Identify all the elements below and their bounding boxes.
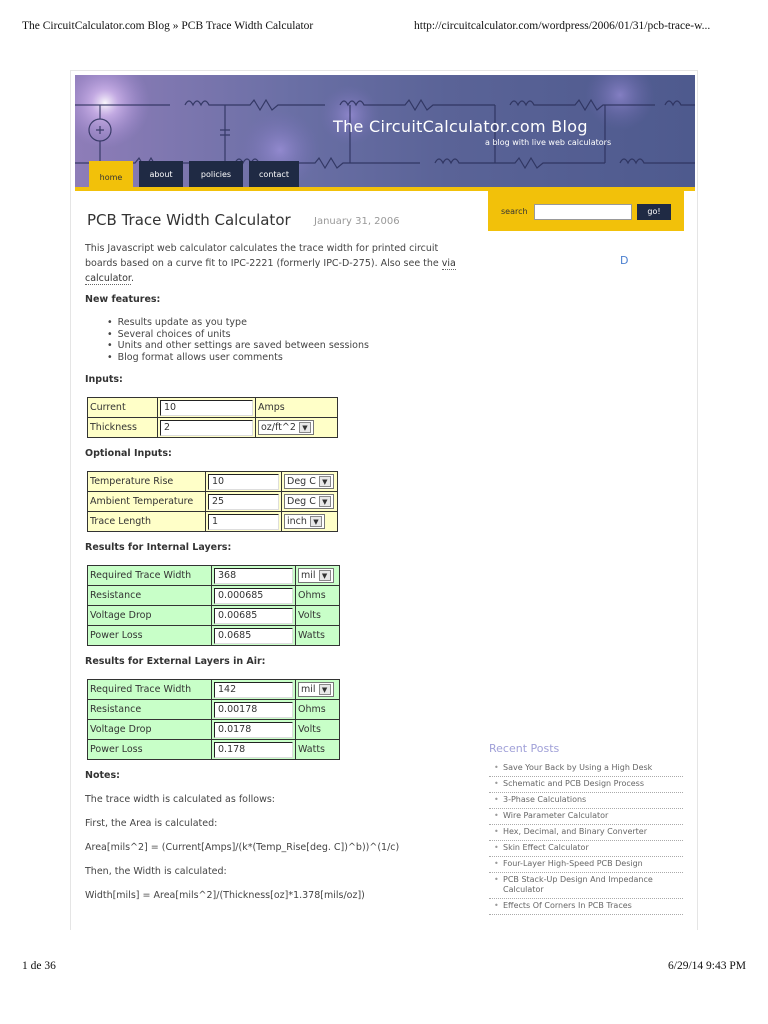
table-row <box>88 398 338 418</box>
recent-post-link[interactable]: • Four-Layer High-Speed PCB Design <box>489 857 683 873</box>
inputs-label: Inputs: <box>85 374 123 385</box>
optional-inputs-label: Optional Inputs: <box>85 448 172 459</box>
internal-power-unit: Watts <box>296 626 340 646</box>
feature-list <box>107 317 369 363</box>
search-go-button[interactable]: go! <box>637 204 671 220</box>
thickness-label: Thickness <box>88 418 158 438</box>
ambient-temp-input[interactable]: 25 <box>208 494 279 510</box>
external-voltage-label: Voltage Drop <box>88 720 212 740</box>
external-width-output[interactable]: 142 <box>214 682 293 698</box>
temp-rise-unit-value: Deg C <box>287 476 316 487</box>
search-widget <box>488 191 684 231</box>
current-unit: Amps <box>256 398 338 418</box>
table-row <box>88 492 338 512</box>
table-row <box>88 512 338 532</box>
internal-voltage-unit: Volts <box>296 606 340 626</box>
notes-line: Then, the Width is calculated: <box>85 866 227 877</box>
inputs-table <box>87 397 338 438</box>
trace-length-unit-value: inch <box>287 516 307 527</box>
recent-post-link[interactable]: • Effects Of Corners In PCB Traces <box>489 899 683 915</box>
trace-length-input[interactable]: 1 <box>208 514 279 530</box>
external-voltage-output[interactable]: 0.0178 <box>214 722 293 738</box>
external-power-output[interactable]: 0.178 <box>214 742 293 758</box>
width-formula: Width[mils] = Area[mils^2]/(Thickness[oz]*1.378[mils/oz]) <box>85 890 365 901</box>
recent-post-link[interactable]: • 3-Phase Calculations <box>489 793 683 809</box>
temp-rise-input[interactable]: 10 <box>208 474 279 490</box>
external-width-label: Required Trace Width <box>88 680 212 700</box>
current-label: Current <box>88 398 158 418</box>
nav-tab-about[interactable]: about <box>139 161 183 191</box>
external-width-unit-select[interactable] <box>298 682 334 697</box>
table-row <box>88 700 340 720</box>
external-resistance-unit: Ohms <box>296 700 340 720</box>
blog-tagline: a blog with live web calculators <box>485 138 612 147</box>
nav-tab-home[interactable]: home <box>89 161 133 191</box>
table-row <box>88 606 340 626</box>
recent-posts-list <box>489 761 683 915</box>
chevron-down-icon: ▼ <box>319 570 331 581</box>
via-calculator-link[interactable]: via calculator <box>85 258 456 284</box>
external-results-label: Results for External Layers in Air: <box>85 656 266 667</box>
internal-voltage-output[interactable]: 0.00685 <box>214 608 293 624</box>
table-row <box>88 626 340 646</box>
notes-line: The trace width is calculated as follows: <box>85 794 276 805</box>
recent-post-link[interactable]: • Skin Effect Calculator <box>489 841 683 857</box>
external-resistance-label: Resistance <box>88 700 212 720</box>
ambient-temp-unit-select[interactable] <box>284 494 334 509</box>
post-intro <box>85 241 465 286</box>
sidebar-glyph: D <box>620 254 629 267</box>
table-row <box>88 720 340 740</box>
recent-post-link[interactable]: • Wire Parameter Calculator <box>489 809 683 825</box>
post-date: January 31, 2006 <box>314 216 400 227</box>
external-resistance-output[interactable]: 0.00178 <box>214 702 293 718</box>
external-voltage-unit: Volts <box>296 720 340 740</box>
table-row <box>88 740 340 760</box>
thickness-input[interactable]: 2 <box>160 420 253 436</box>
optional-inputs-table <box>87 471 338 532</box>
thickness-unit-select[interactable] <box>258 420 314 435</box>
internal-width-label: Required Trace Width <box>88 566 212 586</box>
notes-label: Notes: <box>85 770 120 781</box>
trace-length-label: Trace Length <box>88 512 206 532</box>
search-input[interactable] <box>534 204 632 220</box>
intro-text: This Javascript web calculator calculates the trace width for printed circuit boards based on a curve fit to IPC-2221 (formerly IPC-D-275). Also see the <box>85 243 442 269</box>
internal-resistance-output[interactable]: 0.000685 <box>214 588 293 604</box>
print-header <box>22 20 746 36</box>
post-title[interactable]: PCB Trace Width Calculator <box>87 211 291 229</box>
ambient-temp-label: Ambient Temperature <box>88 492 206 512</box>
chevron-down-icon: ▼ <box>319 496 331 507</box>
internal-power-label: Power Loss <box>88 626 212 646</box>
new-features-label: New features: <box>85 294 161 305</box>
table-row <box>88 418 338 438</box>
temp-rise-label: Temperature Rise <box>88 472 206 492</box>
current-input[interactable]: 10 <box>160 400 253 416</box>
external-power-unit: Watts <box>296 740 340 760</box>
temp-rise-unit-select[interactable] <box>284 474 334 489</box>
internal-width-unit-value: mil <box>301 570 316 581</box>
internal-width-unit-select[interactable] <box>298 568 334 583</box>
search-label: search <box>501 207 528 216</box>
table-row <box>88 472 338 492</box>
internal-resistance-unit: Ohms <box>296 586 340 606</box>
print-page-url: http://circuitcalculator.com/wordpress/2006/01/31/pcb-trace-w... <box>414 20 711 32</box>
list-item: • Results update as you type <box>107 317 369 329</box>
print-page-title: The CircuitCalculator.com Blog » PCB Trace Width Calculator <box>22 20 314 32</box>
area-formula: Area[mils^2] = (Current[Amps]/(k*(Temp_Rise[deg. C])^b))^(1/c) <box>85 842 400 853</box>
list-item: • Blog format allows user comments <box>107 352 369 364</box>
nav-tab-contact[interactable]: contact <box>249 161 299 191</box>
list-item: • Units and other settings are saved between sessions <box>107 340 369 352</box>
internal-results-label: Results for Internal Layers: <box>85 542 232 553</box>
blog-page <box>70 70 698 930</box>
chevron-down-icon: ▼ <box>319 684 331 695</box>
recent-post-link[interactable]: • Save Your Back by Using a High Desk <box>489 761 683 777</box>
external-results-table <box>87 679 340 760</box>
blog-header-banner <box>75 75 695 191</box>
table-row <box>88 680 340 700</box>
recent-post-link[interactable]: • Schematic and PCB Design Process <box>489 777 683 793</box>
recent-post-link[interactable]: • Hex, Decimal, and Binary Converter <box>489 825 683 841</box>
internal-power-output[interactable]: 0.0685 <box>214 628 293 644</box>
chevron-down-icon: ▼ <box>310 516 322 527</box>
print-page-count: 1 de 36 <box>22 960 56 972</box>
nav-tab-policies[interactable]: policies <box>189 161 243 191</box>
blog-title[interactable]: The CircuitCalculator.com Blog <box>333 117 588 136</box>
intro-end: . <box>130 273 134 284</box>
recent-posts-title: Recent Posts <box>489 742 560 755</box>
notes-line: First, the Area is calculated: <box>85 818 218 829</box>
internal-voltage-label: Voltage Drop <box>88 606 212 626</box>
external-width-unit-value: mil <box>301 684 316 695</box>
thickness-unit-value: oz/ft^2 <box>261 422 296 433</box>
trace-length-unit-select[interactable] <box>284 514 325 529</box>
list-item: • Several choices of units <box>107 329 369 341</box>
internal-resistance-label: Resistance <box>88 586 212 606</box>
table-row <box>88 586 340 606</box>
recent-post-link[interactable]: • PCB Stack-Up Design And Impedance Calculator <box>489 873 683 899</box>
print-datetime: 6/29/14 9:43 PM <box>668 960 746 972</box>
chevron-down-icon: ▼ <box>319 476 331 487</box>
internal-width-output[interactable]: 368 <box>214 568 293 584</box>
external-power-label: Power Loss <box>88 740 212 760</box>
ambient-temp-unit-value: Deg C <box>287 496 316 507</box>
table-row <box>88 566 340 586</box>
chevron-down-icon: ▼ <box>299 422 311 433</box>
internal-results-table <box>87 565 340 646</box>
